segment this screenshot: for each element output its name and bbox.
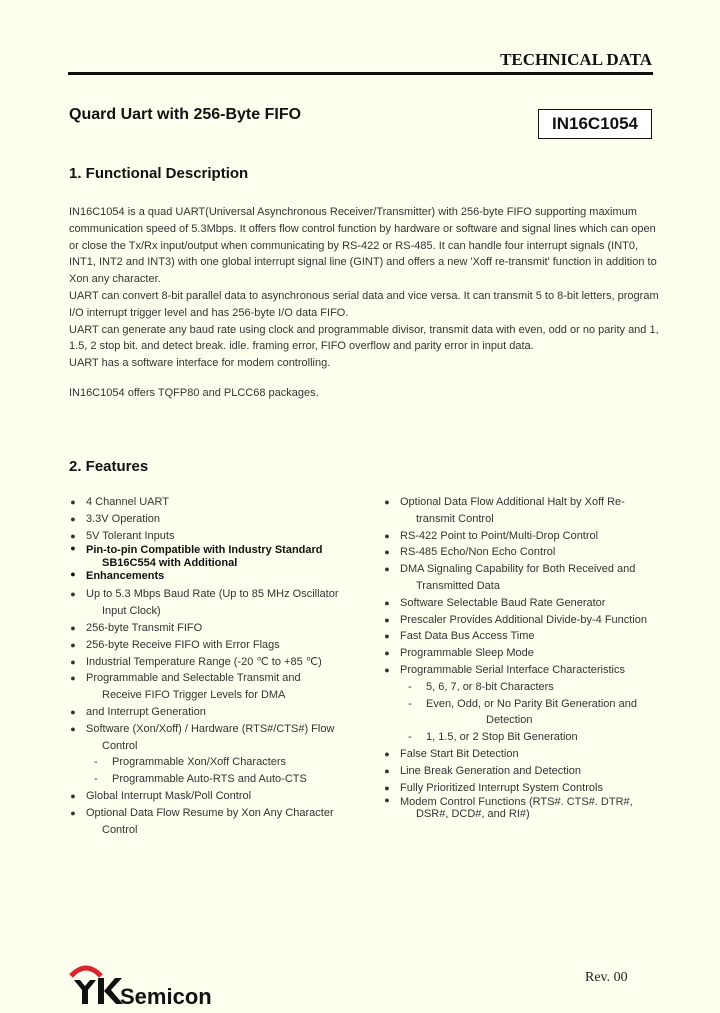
revision-label: Rev. 00	[585, 970, 628, 985]
technical-data-label: TECHNICAL DATA	[500, 50, 652, 69]
feature-item: ● Optional Data Flow Resume by Xon Any Character Control	[68, 805, 358, 839]
bullet-icon: ●	[384, 765, 390, 776]
feature-item: ● Software (Xon/Xoff) / Hardware (RTS#/CTS#) Flow Control	[68, 721, 358, 755]
bullet-icon: ●	[384, 795, 390, 806]
bullet-icon: ●	[384, 648, 390, 659]
description-paragraph: IN16C1054 offers TQFP80 and PLCC68 packages.	[69, 386, 319, 399]
bullet-icon: ●	[70, 673, 76, 684]
feature-item: ● Software Selectable Baud Rate Generator	[382, 595, 672, 612]
functional-description-text	[69, 204, 659, 402]
bullet-icon: ●	[384, 497, 390, 507]
logo-wordmark: Semicon	[120, 984, 212, 1008]
header-rule	[68, 72, 653, 75]
feature-subitem: - 1, 1.5, or 2 Stop Bit Generation	[382, 729, 672, 746]
feature-item: ● Prescaler Provides Additional Divide-by-4 Function	[382, 612, 672, 629]
bullet-icon: ●	[384, 631, 390, 642]
bullet-icon: ●	[384, 664, 390, 675]
feature-item: ● Fully Prioritized Interrupt System Controls	[382, 780, 672, 797]
semicon-logo-icon	[68, 962, 258, 1008]
feature-item: ● Programmable Serial Interface Characteristics	[382, 662, 672, 679]
feature-subitem: - Even, Odd, or No Parity Bit Generation and Detection	[408, 697, 637, 727]
feature-subitem: - Programmable Auto-RTS and Auto-CTS	[68, 771, 358, 788]
bullet-icon: ●	[384, 530, 390, 541]
bullet-icon: ●	[384, 782, 390, 793]
feature-item: ● 256-byte Transmit FIFO	[68, 620, 358, 637]
feature-item: ● Modem Control Functions (RTS#. CTS#. DTR#, DSR#, DCD#, and RI#)	[382, 796, 672, 820]
bullet-icon: ●	[70, 790, 76, 801]
bullet-icon: ●	[70, 723, 76, 734]
feature-item: ● and Interrupt Generation	[68, 704, 358, 721]
bullet-icon: ●	[70, 807, 76, 818]
features-right-column	[382, 494, 672, 820]
bullet-icon: ●	[70, 589, 76, 600]
dash-icon: -	[408, 697, 412, 710]
bullet-icon: ●	[70, 497, 76, 507]
feature-item: ● Global Interrupt Mask/Poll Control	[68, 788, 358, 805]
feature-item: ● RS-422 Point to Point/Multi-Drop Control	[382, 528, 672, 545]
feature-item: ● Optional Data Flow Additional Halt by Xoff Re- transmit Control	[382, 494, 672, 528]
logo-arc	[71, 968, 101, 976]
company-logo	[68, 962, 258, 1013]
bullet-icon: ●	[70, 530, 76, 541]
feature-subitem: - 5, 6, 7, or 8-bit Characters	[382, 679, 672, 696]
dash-icon: -	[408, 680, 412, 693]
feature-item: ● Pin-to-pin Compatible with Industry Standard SB16C554 with Additional	[68, 544, 358, 570]
description-paragraph: IN16C1054 is a quad UART(Universal Asynchronous Receiver/Transmitter) with 256-byte FIFO supporting maximum communication speed of 5.3Mbps. It offers flow control function by hardware or software and signal lines which can open or close the Tx/Rx input/output when communicating by RS-422 or RS-485. It can handle four interrupt signals (INT0, INT1, INT2 and INT3) with one global interrupt signal line (GINT) and offers a new 'Xoff re-transmit' function in addition to Xon any character.	[69, 206, 657, 286]
description-paragraph: UART can generate any baud rate using clock and programmable divisor, transmit data with even, odd or no parity and 1, 1.5, 2 stop bit. and detect break. idle. framing error, FIFO overflow and parity error in input data.	[69, 323, 659, 353]
feature-item: ● Programmable Sleep Mode	[382, 645, 672, 662]
feature-item: ● Programmable and Selectable Transmit and Receive FIFO Trigger Levels for DMA	[68, 670, 358, 704]
feature-item: ● RS-485 Echo/Non Echo Control	[382, 544, 672, 561]
feature-item: ● Enhancements	[68, 570, 358, 583]
bullet-icon: ●	[70, 543, 76, 554]
description-paragraph: UART has a software interface for modem controlling.	[69, 357, 331, 370]
bullet-icon: ●	[70, 569, 76, 580]
features-left-column	[68, 494, 358, 838]
bullet-icon: ●	[70, 513, 76, 524]
document-title: Quard Uart with 256-Byte FIFO	[69, 106, 302, 123]
feature-item: ● False Start Bit Detection	[382, 746, 672, 763]
bullet-icon: ●	[384, 547, 390, 558]
feature-item: ● 4 Channel UART	[68, 494, 358, 511]
section-heading-functional-description: 1. Functional Description	[69, 165, 249, 182]
logo-y-shape	[74, 980, 96, 1004]
bullet-icon: ●	[384, 614, 390, 625]
feature-item: ● Fast Data Bus Access Time	[382, 628, 672, 645]
description-paragraph: UART can convert 8-bit parallel data to asynchronous serial data and vice versa. It can transmit 5 to 8-bit letters, program I/O interrupt trigger level and has 256-byte I/O data FIFO.	[69, 289, 659, 319]
dash-icon: -	[94, 756, 98, 769]
feature-item: ● 256-byte Receive FIFO with Error Flags	[68, 637, 358, 654]
bullet-icon: ●	[70, 706, 76, 717]
feature-subitem: - Programmable Xon/Xoff Characters	[68, 754, 358, 771]
bullet-icon: ●	[384, 748, 390, 759]
feature-item: ● 3.3V Operation	[68, 511, 358, 528]
feature-item: ● Industrial Temperature Range (-20 ℃ to +85 ℃)	[68, 654, 358, 671]
bullet-icon: ●	[384, 597, 390, 608]
part-number-box: IN16C1054	[538, 109, 652, 139]
dash-icon: -	[94, 773, 98, 786]
dash-icon: -	[408, 731, 412, 744]
section-heading-features: 2. Features	[69, 458, 149, 475]
feature-item: ● 5V Tolerant Inputs	[68, 528, 358, 545]
bullet-icon: ●	[70, 622, 76, 633]
feature-item: ● Up to 5.3 Mbps Baud Rate (Up to 85 MHz Oscillator Input Clock)	[68, 586, 358, 620]
bullet-icon: ●	[70, 639, 76, 650]
feature-item: ● DMA Signaling Capability for Both Received and Transmitted Data	[382, 561, 672, 595]
bullet-icon: ●	[70, 656, 76, 667]
feature-item: ● Line Break Generation and Detection	[382, 763, 672, 780]
bullet-icon: ●	[384, 564, 390, 575]
